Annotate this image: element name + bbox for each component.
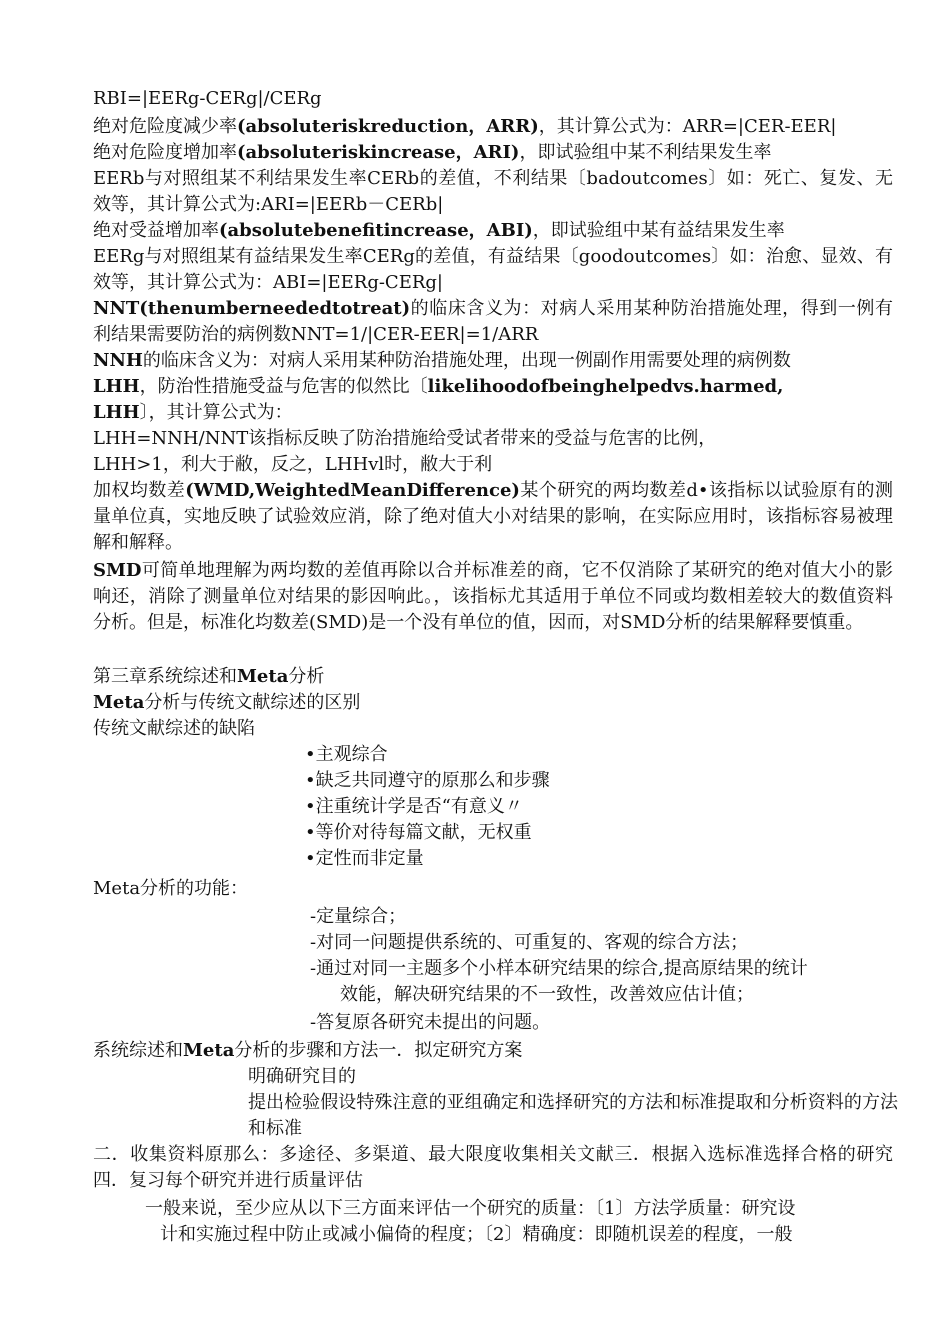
text: 某个研究的两均数差d•该指标以试验原有的测量单位真，实地反映了试验效应消，除了绝对值大小对结果的影响，在实际应用时，该指标容易被理解和解释。 bbox=[93, 480, 894, 553]
dash-item bbox=[310, 1010, 890, 1036]
steps-heading bbox=[93, 1038, 893, 1064]
nnt-definition bbox=[93, 296, 893, 348]
text: 一般来说，至少应从以下三方面来评估一个研究的质量：〔1〕方法学质量：研究设 bbox=[145, 1198, 796, 1219]
text: -对同一问题提供系统的、可重复的、客观的综合方法； bbox=[310, 932, 749, 953]
text: 分析与传统文献综述的区别 bbox=[144, 692, 361, 713]
text: ，即试验组中某不利结果发生率 bbox=[519, 142, 772, 163]
text: 效能，解决研究结果的不一致性，改善效应估计值； bbox=[340, 984, 754, 1005]
text: 提出检验假设特殊注意的亚组确定和选择研究的方法和标准提取和分析资料的方法和标准 bbox=[248, 1092, 898, 1139]
term-bold: Meta bbox=[183, 1040, 235, 1061]
text: •注重统计学是否“有意义〃 bbox=[305, 796, 523, 817]
text: LHH=NNH/NNT该指标反映了防治措施给受试者带来的受益与危害的比例， bbox=[93, 428, 717, 449]
text: •定性而非定量 bbox=[305, 848, 424, 869]
abi-formula bbox=[93, 244, 893, 296]
quality-paragraph bbox=[145, 1196, 893, 1222]
bullet-item bbox=[305, 846, 865, 872]
step-item bbox=[248, 1090, 898, 1142]
term-bold: LHH bbox=[93, 376, 140, 397]
text: 系统综述和 bbox=[93, 1040, 183, 1061]
bullet-item bbox=[305, 768, 865, 794]
text: ，其计算公式为：ARR=|CER-EER| bbox=[538, 116, 837, 137]
collection-paragraph bbox=[93, 1142, 893, 1194]
term-bold: LHH bbox=[93, 402, 140, 423]
term-bold: (absoluteriskincrease，ARI) bbox=[237, 142, 520, 163]
text: •缺乏共同遵守的原那么和步骤 bbox=[305, 770, 550, 791]
text: 传统文献综述的缺陷 bbox=[93, 718, 255, 739]
lhh-definition-cont bbox=[93, 400, 893, 426]
term-bold: NNH bbox=[93, 350, 143, 371]
lhh-interpretation bbox=[93, 452, 893, 478]
text: EERb与对照组某不利结果发生率CERb的差值，不利结果〔badoutcomes〕如：死亡、复发、无效等，其计算公式为:ARI=|EERb－CERb| bbox=[93, 168, 893, 215]
text: ，防治性措施受益与危害的似然比〔 bbox=[139, 376, 428, 397]
quality-paragraph-cont bbox=[160, 1222, 893, 1248]
text: 绝对危险度减少率 bbox=[93, 116, 237, 137]
text: ，即试验组中某有益结果发生率 bbox=[532, 220, 785, 241]
text: -定量综合； bbox=[310, 906, 407, 927]
step-item bbox=[248, 1064, 898, 1090]
term-bold: NNT(thenumberneededtotreat) bbox=[93, 298, 411, 319]
text: LHH>1，利大于敝，反之，LHHvl时，敝大于利 bbox=[93, 454, 493, 475]
smd-paragraph bbox=[93, 558, 893, 636]
text: RBI=|EERg-CERg|/CERg bbox=[93, 88, 322, 109]
nnh-definition bbox=[93, 348, 893, 374]
lhh-formula bbox=[93, 426, 893, 452]
text: •主观综合 bbox=[305, 744, 388, 765]
text: 的临床含义为：对病人采用某种防治措施处理，出现一例副作用需要处理的病例数 bbox=[142, 350, 791, 371]
text: Meta分析的功能： bbox=[93, 878, 249, 899]
text: 第三章系统综述和 bbox=[93, 666, 237, 687]
text: 可简单地理解为两均数的差值再除以合并标准差的商，它不仅消除了某研究的绝对值大小的影响还，消除了测量单位对结果的影因响此。，该指标尤其适用于单位不同或均数相差较大的数值资料分析。但是，标准化均数差(SMD)是一个没有单位的值，因而，对SMD分析的结果解释要慎重。 bbox=[93, 560, 893, 633]
dash-item bbox=[310, 956, 890, 982]
text: 的临床含义为：对病人采用某种防治措施处理，得到一例有利结果需要防治的病例数NNT=1/|CER-EER|=1/ARR bbox=[93, 298, 893, 345]
text: 绝对受益增加率 bbox=[93, 220, 219, 241]
dash-item bbox=[310, 904, 890, 930]
chapter-heading bbox=[93, 664, 893, 690]
meta-function-heading bbox=[93, 876, 893, 902]
dash-item-cont bbox=[340, 982, 900, 1008]
abi-definition bbox=[93, 218, 893, 244]
wmd-paragraph bbox=[93, 478, 893, 556]
bullet-item bbox=[305, 794, 865, 820]
ari-formula bbox=[93, 166, 893, 218]
subsection-heading bbox=[93, 716, 893, 742]
text: 加权均数差 bbox=[93, 480, 186, 501]
term-bold: (WMD,WeightedMeanDifference) bbox=[185, 480, 520, 501]
term-bold: (absolutebenefitincrease，ABI) bbox=[219, 220, 533, 241]
ari-definition bbox=[93, 140, 893, 166]
bullet-item bbox=[305, 820, 865, 846]
section-heading bbox=[93, 690, 893, 716]
text: 二．收集资料原那么：多途径、多渠道、最大限度收集相关文献三．根据入选标准选择合格的研究四．复习每个研究并进行质量评估 bbox=[93, 1144, 893, 1191]
text: 〕，其计算公式为： bbox=[139, 402, 293, 423]
text: 计和实施过程中防止或减小偏倚的程度；〔2〕精确度：即随机误差的程度，一般 bbox=[160, 1224, 793, 1245]
dash-item bbox=[310, 930, 890, 956]
text: 分析的步骤和方法一．拟定研究方案 bbox=[234, 1040, 523, 1061]
term-bold: (absoluteriskreduction，ARR) bbox=[237, 116, 539, 137]
text: 明确研究目的 bbox=[248, 1066, 356, 1087]
term-bold: Meta bbox=[237, 666, 289, 687]
term-bold: SMD bbox=[93, 560, 142, 581]
term-bold: likelihoodofbeinghelpedvs.harmed, bbox=[427, 376, 784, 397]
text: 绝对危险度增加率 bbox=[93, 142, 237, 163]
text: -答复原各研究未提出的问题。 bbox=[310, 1012, 551, 1033]
text: 分析 bbox=[288, 666, 325, 687]
bullet-item bbox=[305, 742, 865, 768]
term-bold: Meta bbox=[93, 692, 145, 713]
lhh-definition bbox=[93, 374, 893, 400]
rbi-formula bbox=[93, 86, 893, 112]
text: -通过对同一主题多个小样本研究结果的综合,提高原结果的统计 bbox=[310, 958, 808, 979]
text: •等价对待每篇文献，无权重 bbox=[305, 822, 532, 843]
text: EERg与对照组某有益结果发生率CERg的差值，有益结果〔goodoutcomes〕如：治愈、显效、有效等，其计算公式为：ABI=|EERg-CERg| bbox=[93, 246, 893, 293]
arr-definition bbox=[93, 114, 893, 140]
